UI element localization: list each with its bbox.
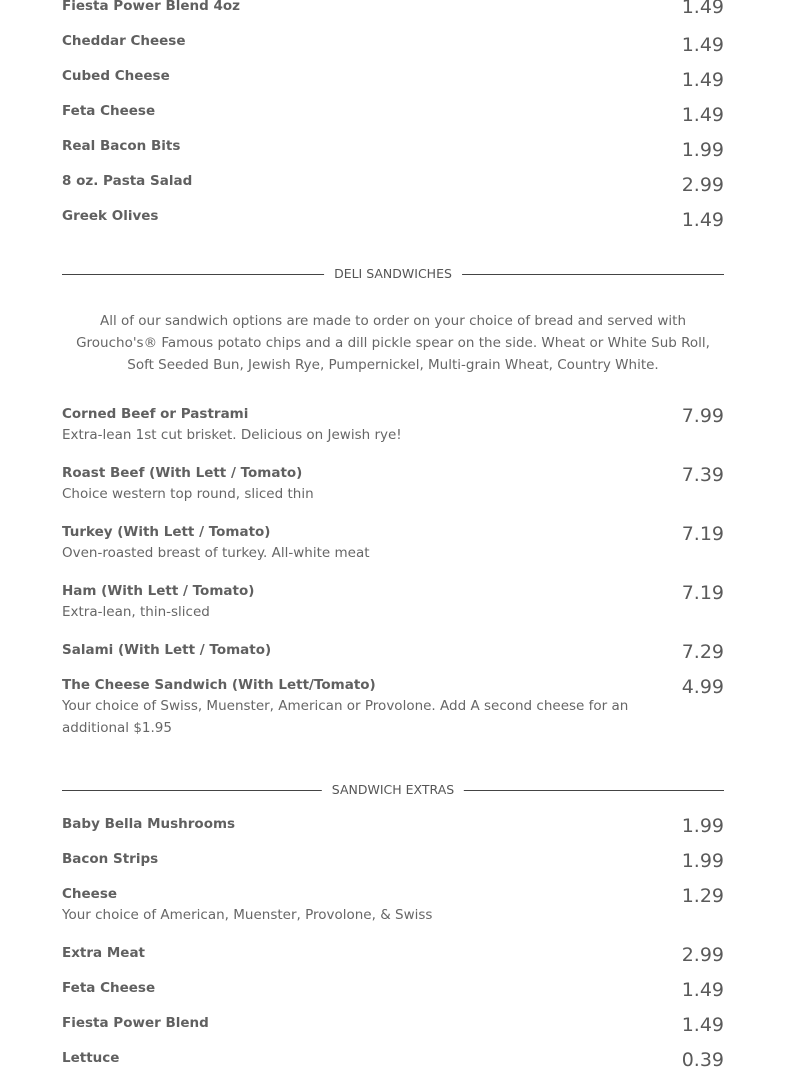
menu-item	[62, 31, 724, 66]
item-name: Feta Cheese	[62, 980, 156, 996]
item-price: 1.49	[681, 0, 724, 18]
section-header-extras	[62, 780, 724, 800]
item-price: 2.99	[681, 944, 724, 966]
menu-item	[62, 463, 724, 505]
menu-item	[62, 66, 724, 101]
item-name: Corned Beef or Pastrami	[62, 406, 249, 422]
top-items-list	[62, 0, 724, 241]
item-price: 1.99	[681, 815, 724, 837]
item-price: 1.49	[681, 1014, 724, 1036]
item-price: 1.29	[681, 885, 724, 907]
menu-item	[62, 581, 724, 623]
item-description: Oven-roasted breast of turkey. All-white meat	[62, 545, 370, 561]
item-description: Extra-lean 1st cut brisket. Delicious on Jewish rye!	[62, 427, 402, 443]
item-name: Fiesta Power Blend 4oz	[62, 0, 241, 14]
menu-item	[62, 943, 724, 966]
menu-item	[62, 814, 724, 837]
item-name: Extra Meat	[62, 945, 146, 961]
item-price: 1.99	[681, 850, 724, 872]
item-name: Turkey (With Lett / Tomato)	[62, 524, 271, 540]
menu-item	[62, 978, 724, 1001]
item-name: Roast Beef (With Lett / Tomato)	[62, 465, 303, 481]
item-name: The Cheese Sandwich (With Lett/Tomato)	[62, 677, 376, 693]
item-price: 1.49	[681, 34, 724, 56]
item-name: Ham (With Lett / Tomato)	[62, 583, 255, 599]
item-name: Salami (With Lett / Tomato)	[62, 642, 272, 658]
menu-item	[62, 0, 724, 31]
menu-item	[62, 884, 724, 926]
item-name: Real Bacon Bits	[62, 138, 181, 154]
item-name: Bacon Strips	[62, 851, 159, 867]
section-header-deli	[62, 264, 724, 284]
menu-item	[62, 640, 724, 663]
item-price: 7.19	[681, 582, 724, 604]
item-price: 1.49	[681, 979, 724, 1001]
item-price: 7.39	[681, 464, 724, 486]
menu-item	[62, 171, 724, 206]
item-description: Extra-lean, thin-sliced	[62, 604, 210, 620]
menu-item	[62, 675, 724, 739]
item-price: 1.49	[681, 104, 724, 126]
item-price: 7.29	[681, 641, 724, 663]
item-name: Lettuce	[62, 1050, 120, 1066]
item-price: 7.99	[681, 405, 724, 427]
menu-item	[62, 849, 724, 872]
item-description: Your choice of Swiss, Muenster, American or Provolone. Add A second cheese for an additional $1.95	[62, 698, 629, 736]
menu-item	[62, 136, 724, 171]
item-price: 0.39	[681, 1049, 724, 1071]
section-title: SANDWICH EXTRAS	[322, 780, 464, 800]
item-name: Fiesta Power Blend	[62, 1015, 209, 1031]
menu-item	[62, 404, 724, 446]
menu-item	[62, 522, 724, 564]
menu-item	[62, 1048, 724, 1071]
item-name: Feta Cheese	[62, 103, 156, 119]
item-name: Greek Olives	[62, 208, 159, 224]
item-description: Your choice of American, Muenster, Provolone, & Swiss	[62, 907, 433, 923]
menu-item	[62, 206, 724, 241]
item-name: Cubed Cheese	[62, 68, 170, 84]
menu-item	[62, 1013, 724, 1036]
item-price: 7.19	[681, 523, 724, 545]
item-price: 2.99	[681, 174, 724, 196]
item-name: Cheddar Cheese	[62, 33, 186, 49]
item-price: 1.49	[681, 69, 724, 91]
section-title: DELI SANDWICHES	[324, 264, 462, 284]
item-price: 1.49	[681, 209, 724, 231]
item-name: 8 oz. Pasta Salad	[62, 173, 193, 189]
menu-item	[62, 101, 724, 136]
item-name: Baby Bella Mushrooms	[62, 816, 236, 832]
item-price: 1.99	[681, 139, 724, 161]
item-price: 4.99	[681, 676, 724, 698]
item-description: Choice western top round, sliced thin	[62, 486, 314, 502]
section-intro: All of our sandwich options are made to order on your choice of bread and served with Groucho's® Famous potato chips and a dill pickle spear on the side. Wheat or White Sub Roll, Soft Seeded Bun, Jewish Rye, Pumpernickel, Multi-grain Wheat, Country White.	[76, 313, 710, 373]
item-name: Cheese	[62, 886, 118, 902]
